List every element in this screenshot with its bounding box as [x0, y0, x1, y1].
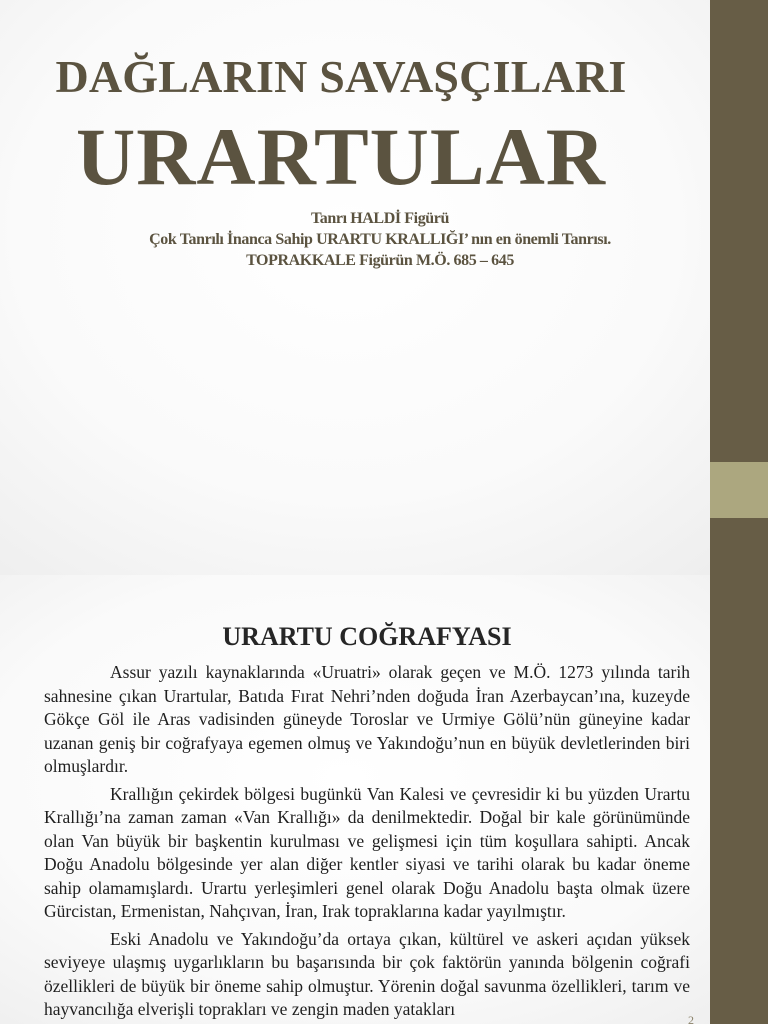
figure-caption [0, 208, 760, 271]
paragraph: Eski Anadolu ve Yakındoğu’da ortaya çıkan, kültürel ve askeri açıdan yüksek seviyeye ulaşmış uygarlıkların bu başarısında bir çok faktörün yanında bölgenin coğrafi özellikleri de büyük bir öneme sahip olmuştur. Yörenin doğal savunma özellikleri, tarım ve hayvancılığa elverişli toprakları ve zengin maden yatakları [44, 928, 690, 1019]
section-heading: URARTU COĞRAFYASI [222, 622, 512, 651]
sidebar-accent-block [710, 462, 768, 518]
caption-line: Tanrı HALDİ Figürü [310, 210, 450, 227]
title-line-1: DAĞLARIN SAVAŞÇILARI [55, 51, 627, 102]
slide-geography [0, 575, 768, 1024]
caption-line: TOPRAKKALE Figürün M.Ö. 685 – 645 [246, 252, 514, 269]
title-line-2: URARTULAR [75, 111, 607, 202]
paragraph: Assur yazılı kaynaklarında «Uruatri» olarak geçen ve M.Ö. 1273 yılında tarih sahnesine çıkan Urartular, Batıda Fırat Nehri’nden doğuda İran Azerbaycan’ına, kuzeyde Gökçe Göl ile Aras vadisinden güneyde Toroslar ve Urmiye Gölü’nün güneyine kadar uzanan geniş bir coğrafyaya egemen olmuş ve Yakındoğu’nun en büyük devletlerinden biri olmuşlardır. [44, 662, 690, 776]
body-text [44, 661, 690, 1024]
page-number: 2 [688, 1013, 694, 1024]
paragraph: Krallığın çekirdek bölgesi bugünkü Van Kalesi ve çevresidir ki bu yüzden Urartu Krallığı’na zaman zaman «Van Krallığı» da denilmektedir. Doğal bir kale görünümünde olan Van büyük bir başkentin kurulması ve gelişmesi için tüm koşullara sahipti. Ancak Doğu Anadolu bölgesinde yer alan diğer kentler siyasi ve tarihi olarak bu kadar öneme sahip olamamışlardı. Urartu yerleşimleri genel olarak Doğu Anadolu başta olmak üzere Gürcistan, Ermenistan, Nahçıvan, İran, Irak topraklarına kadar yayılmıştır. [44, 783, 690, 921]
caption-line: Çok Tanrılı İnanca Sahip URARTU KRALLIĞI’ nın en önemli Tanrısı. [149, 231, 611, 248]
